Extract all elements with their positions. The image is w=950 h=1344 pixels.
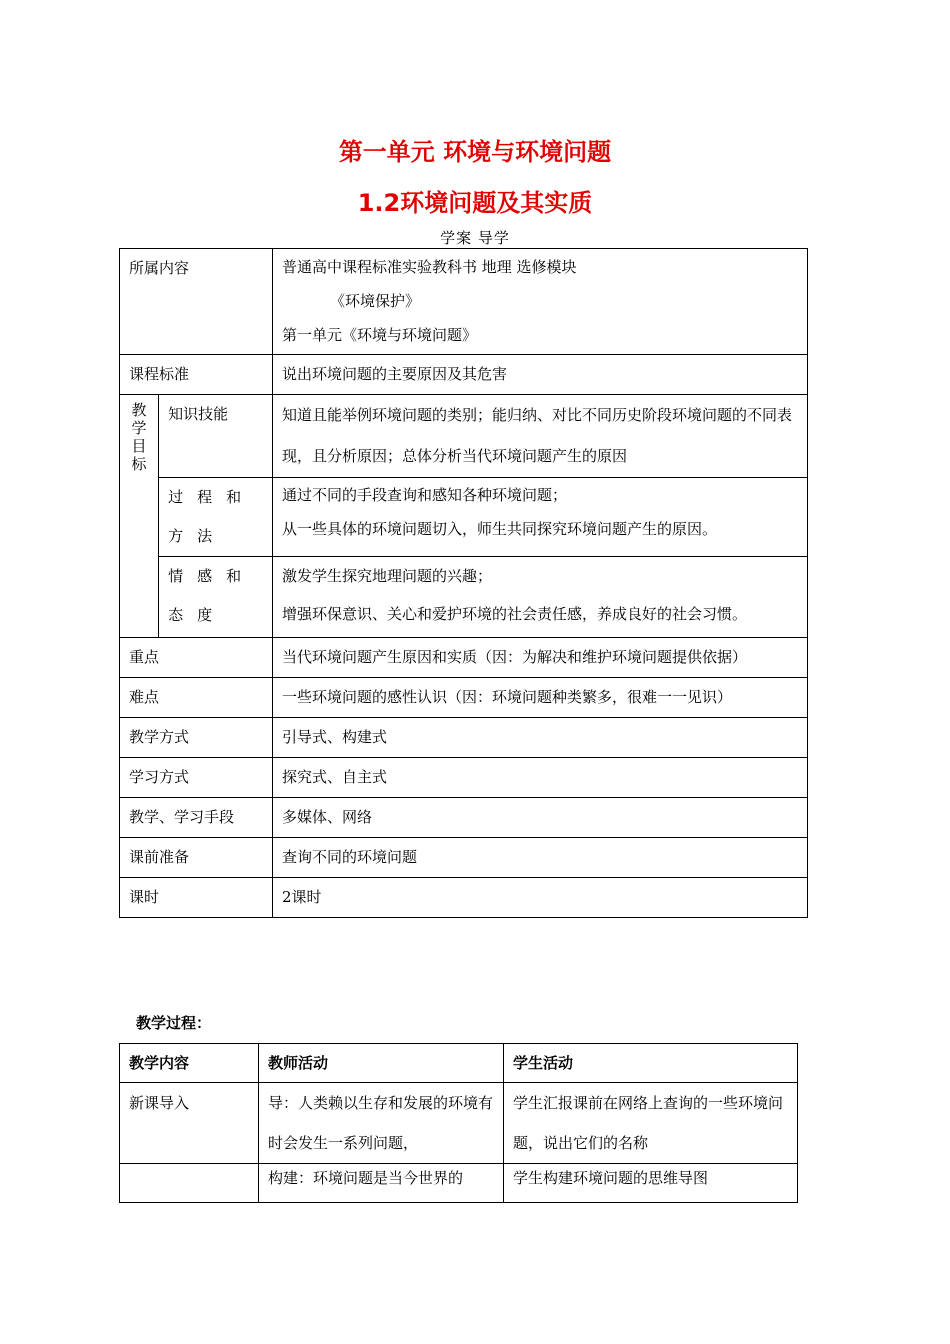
column-header: 教师活动 <box>259 1044 504 1083</box>
focus-value: 当代环境问题产生原因和实质（因：为解决和维护环境问题提供依据） <box>273 638 808 678</box>
prep-label: 课前准备 <box>120 838 273 878</box>
teacher-activity-cell: 导：人类赖以生存和发展的环境有时会发生一系列问题， <box>259 1083 504 1164</box>
belongs-line-1: 普通高中课程标准实验教科书 地理 选修模块 <box>282 258 577 276</box>
table-row <box>120 1083 798 1164</box>
teaching-process-table <box>119 1043 798 1203</box>
process-line-2: 从一些具体的环境问题切入，师生共同探究环境问题产生的原因。 <box>282 520 718 538</box>
attitude-line-1: 激发学生探究地理问题的兴趣； <box>282 567 493 585</box>
table-row <box>120 395 808 478</box>
learn-method-label: 学习方式 <box>120 758 273 798</box>
student-activity-cell: 学生汇报课前在网络上查询的一些环境问题，说出它们的名称 <box>504 1083 798 1164</box>
attitude-line-2: 增强环保意识、关心和爱护环境的社会责任感，养成良好的社会习惯。 <box>282 605 748 623</box>
difficulty-label: 难点 <box>120 678 273 718</box>
lesson-info-table <box>119 248 808 918</box>
knowledge-label: 知识技能 <box>159 395 273 478</box>
lesson-title: 1.2环境问题及其实质 <box>357 189 593 217</box>
belongs-line-2: 《环境保护》 <box>330 292 421 310</box>
goals-char: 学 <box>131 419 147 437</box>
attitude-label: 情感和态度 <box>159 557 273 638</box>
table-row <box>120 478 808 557</box>
goals-char: 目 <box>131 437 147 455</box>
table-row <box>120 758 808 798</box>
table-header-row <box>120 1044 798 1083</box>
prep-value: 查询不同的环境问题 <box>273 838 808 878</box>
table-row <box>120 798 808 838</box>
goals-char: 教 <box>131 401 147 419</box>
goals-char: 标 <box>131 455 147 473</box>
attitude-value <box>273 557 808 638</box>
doc-type: 学案 导学 <box>440 229 510 247</box>
belongs-value <box>273 249 808 355</box>
student-activity-cell: 学生构建环境问题的思维导图 <box>504 1164 798 1203</box>
teach-method-value: 引导式、构建式 <box>273 718 808 758</box>
teacher-activity-cell: 构建：环境问题是当今世界的 <box>259 1164 504 1203</box>
means-value: 多媒体、网络 <box>273 798 808 838</box>
knowledge-value: 知道且能举例环境问题的类别；能归纳、对比不同历史阶段环境问题的不同表现，且分析原因；总体分析当代环境问题产生的原因 <box>273 395 808 478</box>
means-label: 教学、学习手段 <box>120 798 273 838</box>
table-row <box>120 718 808 758</box>
table-row <box>120 355 808 395</box>
belongs-label: 所属内容 <box>120 249 273 355</box>
standard-label: 课程标准 <box>120 355 273 395</box>
standard-value: 说出环境问题的主要原因及其危害 <box>273 355 808 395</box>
table-row <box>120 249 808 355</box>
process-line-1: 通过不同的手段查询和感知各种环境问题； <box>282 486 568 504</box>
process-label: 过程和方法 <box>159 478 273 557</box>
table-row <box>120 678 808 718</box>
belongs-line-3: 第一单元《环境与环境问题》 <box>282 326 478 344</box>
learn-method-value: 探究式、自主式 <box>273 758 808 798</box>
process-content-cell: 新课导入 <box>120 1083 259 1164</box>
column-header: 教学内容 <box>120 1044 259 1083</box>
table-row <box>120 638 808 678</box>
hours-label: 课时 <box>120 878 273 918</box>
process-value <box>273 478 808 557</box>
process-heading: 教学过程： <box>136 1014 212 1032</box>
table-row <box>120 838 808 878</box>
teach-method-label: 教学方式 <box>120 718 273 758</box>
table-row <box>120 878 808 918</box>
table-row <box>120 1164 798 1203</box>
column-header: 学生活动 <box>504 1044 798 1083</box>
process-content-cell <box>120 1164 259 1203</box>
table-row <box>120 557 808 638</box>
hours-value: 2课时 <box>273 878 808 918</box>
difficulty-value: 一些环境问题的感性认识（因：环境问题种类繁多，很难一一见识） <box>273 678 808 718</box>
focus-label: 重点 <box>120 638 273 678</box>
goals-label <box>120 395 159 638</box>
unit-title: 第一单元 环境与环境问题 <box>338 138 612 166</box>
